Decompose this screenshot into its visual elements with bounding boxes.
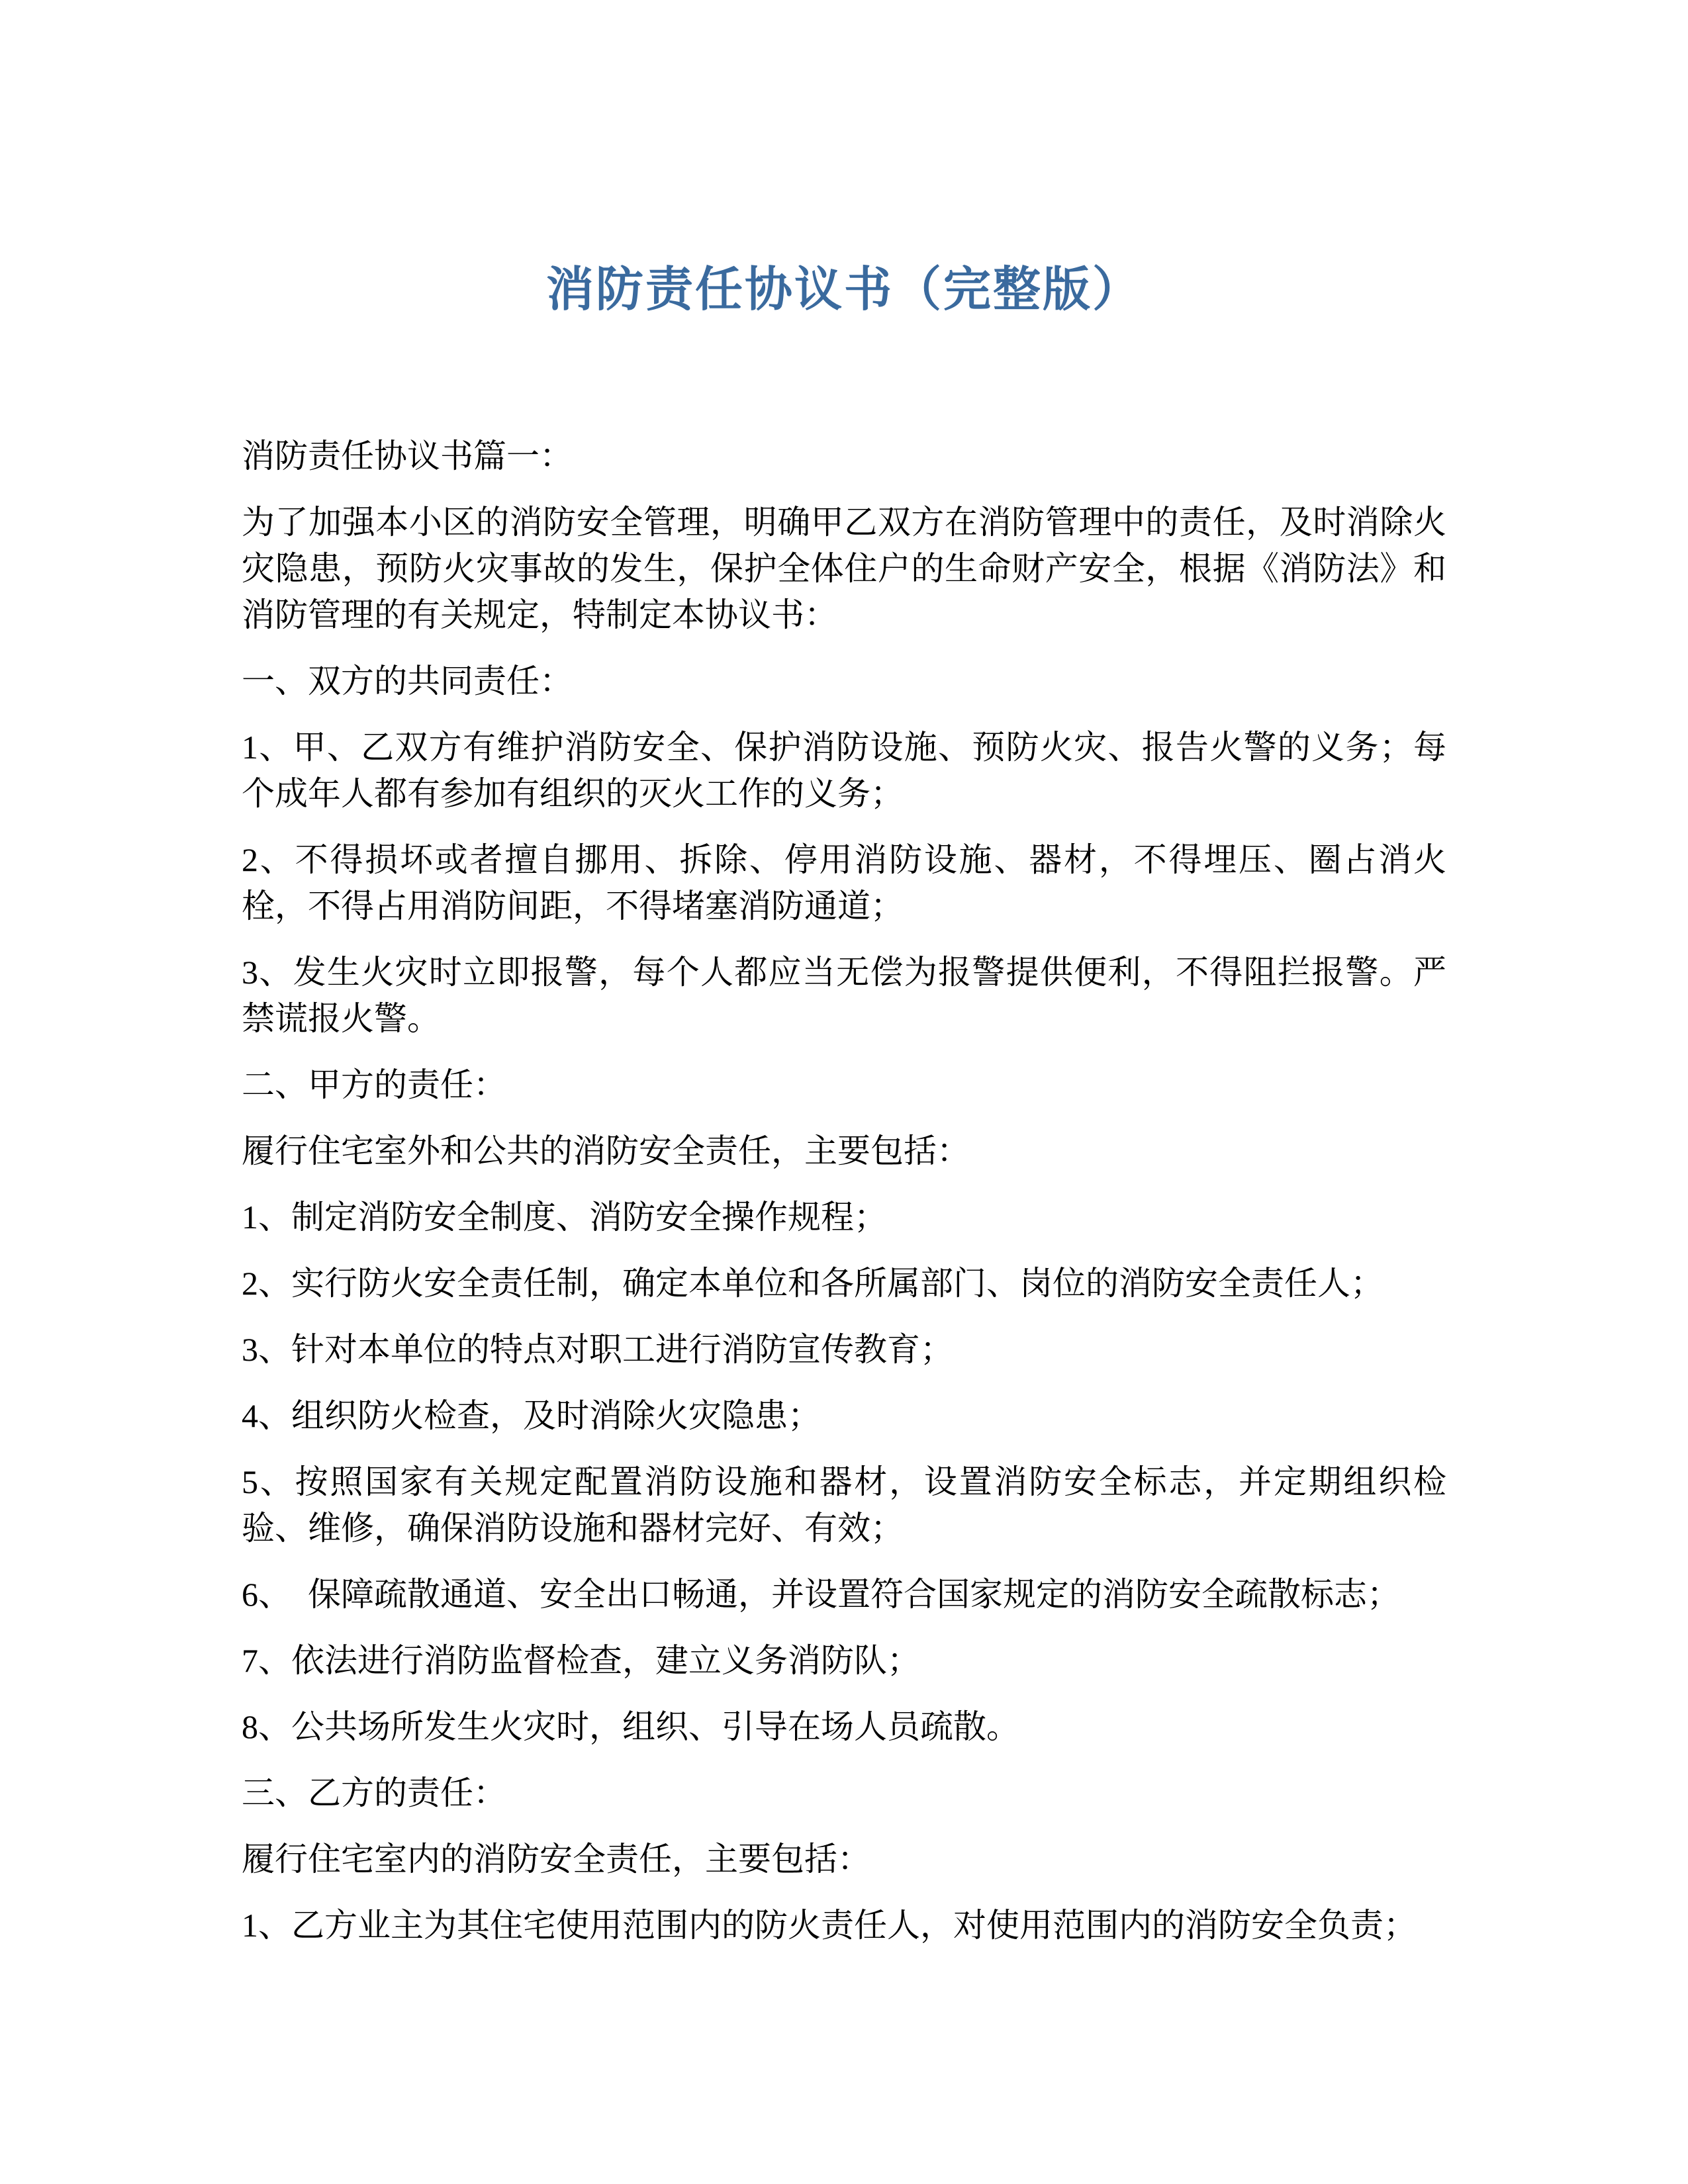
paragraph: 履行住宅室内的消防安全责任，主要包括：	[242, 1841, 870, 1878]
paragraph: 为了加强本小区的消防安全管理，明确甲乙双方在消防管理中的责任，及时消除火灾隐患，预防火灾事故的发生，保护全体住户的生命财产安全，根据《消防法》和消防管理的有关规定，特制定本协议书：	[242, 504, 1446, 633]
paragraph: 2、实行防火安全责任制，确定本单位和各所属部门、岗位的消防安全责任人；	[242, 1265, 1383, 1302]
paragraph: 5、按照国家有关规定配置消防设施和器材，设置消防安全标志，并定期组织检验、维修，确保消防设施和器材完好、有效；	[242, 1463, 1446, 1547]
section-heading: 二、甲方的责任：	[242, 1066, 506, 1103]
paragraph: 7、依法进行消防监督检查，建立义务消防队；	[242, 1642, 920, 1679]
section-heading: 三、乙方的责任：	[242, 1774, 506, 1811]
paragraph: 8、公共场所发生火灾时，组织、引导在场人员疏散。	[242, 1708, 1019, 1745]
paragraph: 3、发生火灾时立即报警，每个人都应当无偿为报警提供便利，不得阻拦报警。严禁谎报火警。	[242, 954, 1446, 1037]
paragraph: 1、乙方业主为其住宅使用范围内的防火责任人，对使用范围内的消防安全负责；	[242, 1907, 1417, 1944]
document-body	[242, 433, 1446, 1948]
paragraph: 1、制定消防安全制度、消防安全操作规程；	[242, 1199, 887, 1236]
paragraph: 消防责任协议书篇一：	[242, 437, 573, 475]
paragraph: 1、甲、乙双方有维护消防安全、保护消防设施、预防火灾、报告火警的义务；每个成年人都有参加有组织的灭火工作的义务；	[242, 729, 1446, 812]
paragraph: 3、针对本单位的特点对职工进行消防宣传教育；	[242, 1331, 953, 1368]
paragraph: 6、 保障疏散通道、安全出口畅通，并设置符合国家规定的消防安全疏散标志；	[242, 1576, 1400, 1613]
paragraph: 履行住宅室外和公共的消防安全责任，主要包括：	[242, 1132, 970, 1169]
paragraph: 2、不得损坏或者擅自挪用、拆除、停用消防设施、器材，不得埋压、圈占消火栓，不得占用消防间距，不得堵塞消防通道；	[242, 841, 1446, 925]
paragraph: 4、组织防火检查，及时消除火灾隐患；	[242, 1397, 821, 1434]
section-heading: 一、双方的共同责任：	[242, 662, 573, 700]
document-title: 消防责任协议书（完整版）	[545, 263, 1142, 316]
